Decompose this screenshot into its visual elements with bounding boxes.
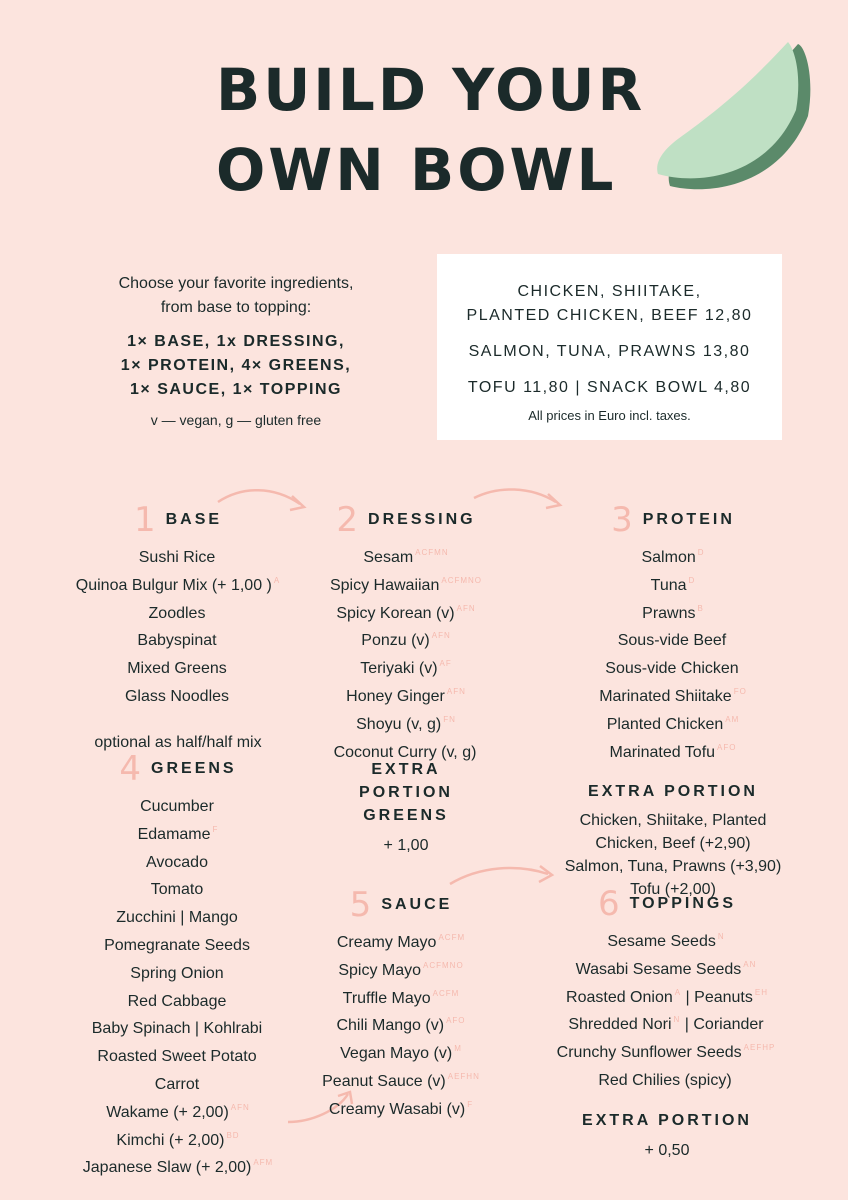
list-item: Spicy Korean (v) $^{AFN}$ xyxy=(336,603,476,622)
section-label: BASE xyxy=(165,511,223,528)
section-protein xyxy=(520,500,826,902)
list-item: Roasted Onion $^A$ | Peanuts $^{EH}$ xyxy=(566,987,768,1006)
price-line-tofu: TOFU 11,80 | SNACK BOWL 4,80 xyxy=(467,379,752,396)
intro-line-2: from base to topping: xyxy=(160,299,312,316)
page-title xyxy=(216,50,646,210)
list-item: Kimchi (+ 2,00) $^{BD}$ xyxy=(116,1130,240,1149)
price-line-chicken xyxy=(437,280,782,328)
toppings-extra-label: EXTRA PORTION xyxy=(582,1111,752,1129)
section-toppings xyxy=(512,884,822,1162)
list-item: Spring Onion xyxy=(130,964,224,982)
list-item: Marinated Tofu $^{AFO}$ xyxy=(609,742,737,761)
list-item: Zoodles xyxy=(148,604,206,622)
step-number: 6 xyxy=(597,884,620,924)
step-number: 5 xyxy=(349,885,372,925)
price-line-1a: CHICKEN, SHIITAKE, xyxy=(517,283,702,300)
list-item: Red Cabbage xyxy=(127,992,227,1010)
protein-extra-label: EXTRA PORTION xyxy=(588,783,758,801)
list-item: Zucchini | Mango xyxy=(116,909,238,927)
list-item: Shoyu (v, g) $^{FN}$ xyxy=(356,714,456,733)
intro-rules xyxy=(60,330,412,402)
sauce-list xyxy=(290,927,512,1122)
list-item: Quinoa Bulgur Mix (+ 1,00 ) $^A$ xyxy=(75,575,281,594)
section-base xyxy=(40,500,316,754)
list-item: Sesam $^{ACFMN}$ xyxy=(363,548,449,566)
section-label: GREENS xyxy=(151,760,237,777)
list-item: Crunchy Sunflower Seeds $^{AEFHP}$ xyxy=(556,1043,776,1062)
list-item: Creamy Wasabi (v) $^F$ xyxy=(328,1099,474,1118)
list-item: Edamame $^F$ xyxy=(137,824,219,843)
section-sauce xyxy=(290,885,512,1122)
section-head xyxy=(296,500,516,540)
extra-greens-line-2: PORTION xyxy=(359,784,453,801)
list-item: Spicy Hawaiian $^{ACFMNO}$ xyxy=(329,575,483,594)
dressing-list xyxy=(296,542,516,764)
list-item: Peanut Sauce (v) $^{AEFHN}$ xyxy=(322,1071,480,1090)
list-item: Wasabi Sesame Seeds $^{AN}$ xyxy=(575,959,757,978)
list-item: Vegan Mayo (v) $^M$ xyxy=(340,1044,462,1063)
list-item: Carrot xyxy=(154,1075,200,1093)
title-line-1: BUILD YOUR xyxy=(216,56,646,124)
list-item: Honey Ginger $^{AFN}$ xyxy=(346,686,466,705)
protein-list xyxy=(520,542,826,764)
list-item: Avocado xyxy=(146,853,208,871)
step-number: 2 xyxy=(336,500,359,540)
section-head xyxy=(40,500,316,540)
list-item: Japanese Slaw (+ 2,00) $^{AFM}$ xyxy=(82,1158,274,1177)
list-item: Chicken, Shiitake, Planted xyxy=(579,812,767,830)
list-item: Chili Mango (v) $^{AFO}$ xyxy=(336,1016,466,1035)
list-item: Sous-vide Beef xyxy=(617,632,727,650)
base-note: optional as half/half mix xyxy=(94,733,262,751)
extra-greens-line-3: GREENS xyxy=(363,807,449,824)
toppings-extra-price: + 0,50 xyxy=(644,1141,690,1159)
list-item: Marinated Shiitake $^{FO}$ xyxy=(599,686,747,705)
list-item: Babyspinat xyxy=(137,632,217,650)
section-head xyxy=(520,500,826,540)
extra-greens-line-1: EXTRA xyxy=(371,761,441,778)
section-label: SAUCE xyxy=(381,896,453,913)
list-item: Roasted Sweet Potato xyxy=(97,1048,257,1066)
list-item: Red Chilies (spicy) xyxy=(598,1071,732,1089)
section-label: PROTEIN xyxy=(642,511,735,528)
list-item: Tofu (+2,00) xyxy=(630,880,716,898)
list-item: Tomato xyxy=(150,881,204,899)
extra-greens xyxy=(330,758,482,857)
list-item: Mixed Greens xyxy=(127,660,227,678)
list-item: Pomegranate Seeds xyxy=(104,936,250,954)
section-greens xyxy=(40,749,316,1180)
price-box xyxy=(437,254,782,440)
section-head xyxy=(40,749,316,789)
section-label: TOPPINGS xyxy=(629,895,737,912)
title-line-2: OWN BOWL xyxy=(216,136,617,204)
rule-line: 1× BASE, 1x DRESSING, xyxy=(127,333,345,350)
list-item: Teriyaki (v) $^{AF}$ xyxy=(360,659,452,678)
list-item: Shredded Nori $^N$ | Coriander xyxy=(568,1015,764,1034)
spacer xyxy=(40,709,316,732)
list-item: Salmon $^D$ xyxy=(641,548,705,566)
list-item: Sushi Rice xyxy=(138,549,216,566)
list-item: Coconut Curry (v, g) xyxy=(333,743,477,761)
list-item: Baby Spinach | Kohlrabi xyxy=(91,1020,263,1038)
list-item: Salmon, Tuna, Prawns (+3,90) xyxy=(564,857,782,875)
list-item: Spicy Mayo $^{ACFMNO}$ xyxy=(338,960,464,979)
step-number: 1 xyxy=(133,500,156,540)
intro-line-1: Choose your favorite ingredients, xyxy=(118,275,354,292)
extra-greens-price: + 1,00 xyxy=(383,837,429,854)
list-item: Prawns $^B$ xyxy=(642,603,704,622)
list-item: Cucumber xyxy=(140,798,214,815)
toppings-list xyxy=(512,926,822,1093)
price-line-salmon: SALMON, TUNA, PRAWNS 13,80 xyxy=(468,343,751,360)
list-item: Sesame Seeds $^N$ xyxy=(607,932,725,950)
diet-legend: v — vegan, g — gluten free xyxy=(150,412,322,428)
step-number: 3 xyxy=(611,500,633,540)
rule-line: 1× SAUCE, 1× TOPPING xyxy=(130,381,342,398)
section-label: DRESSING xyxy=(368,511,476,528)
greens-list xyxy=(40,791,316,1180)
section-head xyxy=(290,885,512,925)
list-item: Chicken, Beef (+2,90) xyxy=(595,835,751,853)
list-item: Wakame (+ 2,00) $^{AFN}$ xyxy=(106,1102,250,1121)
list-item: Truffle Mayo $^{ACFM}$ xyxy=(342,988,460,1007)
rule-line: 1× PROTEIN, 4× GREENS, xyxy=(120,357,352,374)
list-item: Tuna $^D$ xyxy=(650,575,696,594)
step-number: 4 xyxy=(119,749,142,789)
base-list xyxy=(40,542,316,754)
list-item: Glass Noodles xyxy=(124,687,230,705)
list-item: Sous-vide Chicken xyxy=(605,660,739,678)
list-item: Ponzu (v) $^{AFN}$ xyxy=(361,631,451,650)
section-dressing xyxy=(296,500,516,764)
list-item: Creamy Mayo $^{ACFM}$ xyxy=(336,933,466,951)
price-line-1b: PLANTED CHICKEN, BEEF 12,80 xyxy=(466,307,753,324)
price-note: All prices in Euro incl. taxes. xyxy=(528,408,691,423)
avocado-icon xyxy=(650,36,820,206)
list-item: Planted Chicken $^{AM}$ xyxy=(606,714,740,733)
section-head xyxy=(512,884,822,924)
intro-block xyxy=(60,272,412,428)
